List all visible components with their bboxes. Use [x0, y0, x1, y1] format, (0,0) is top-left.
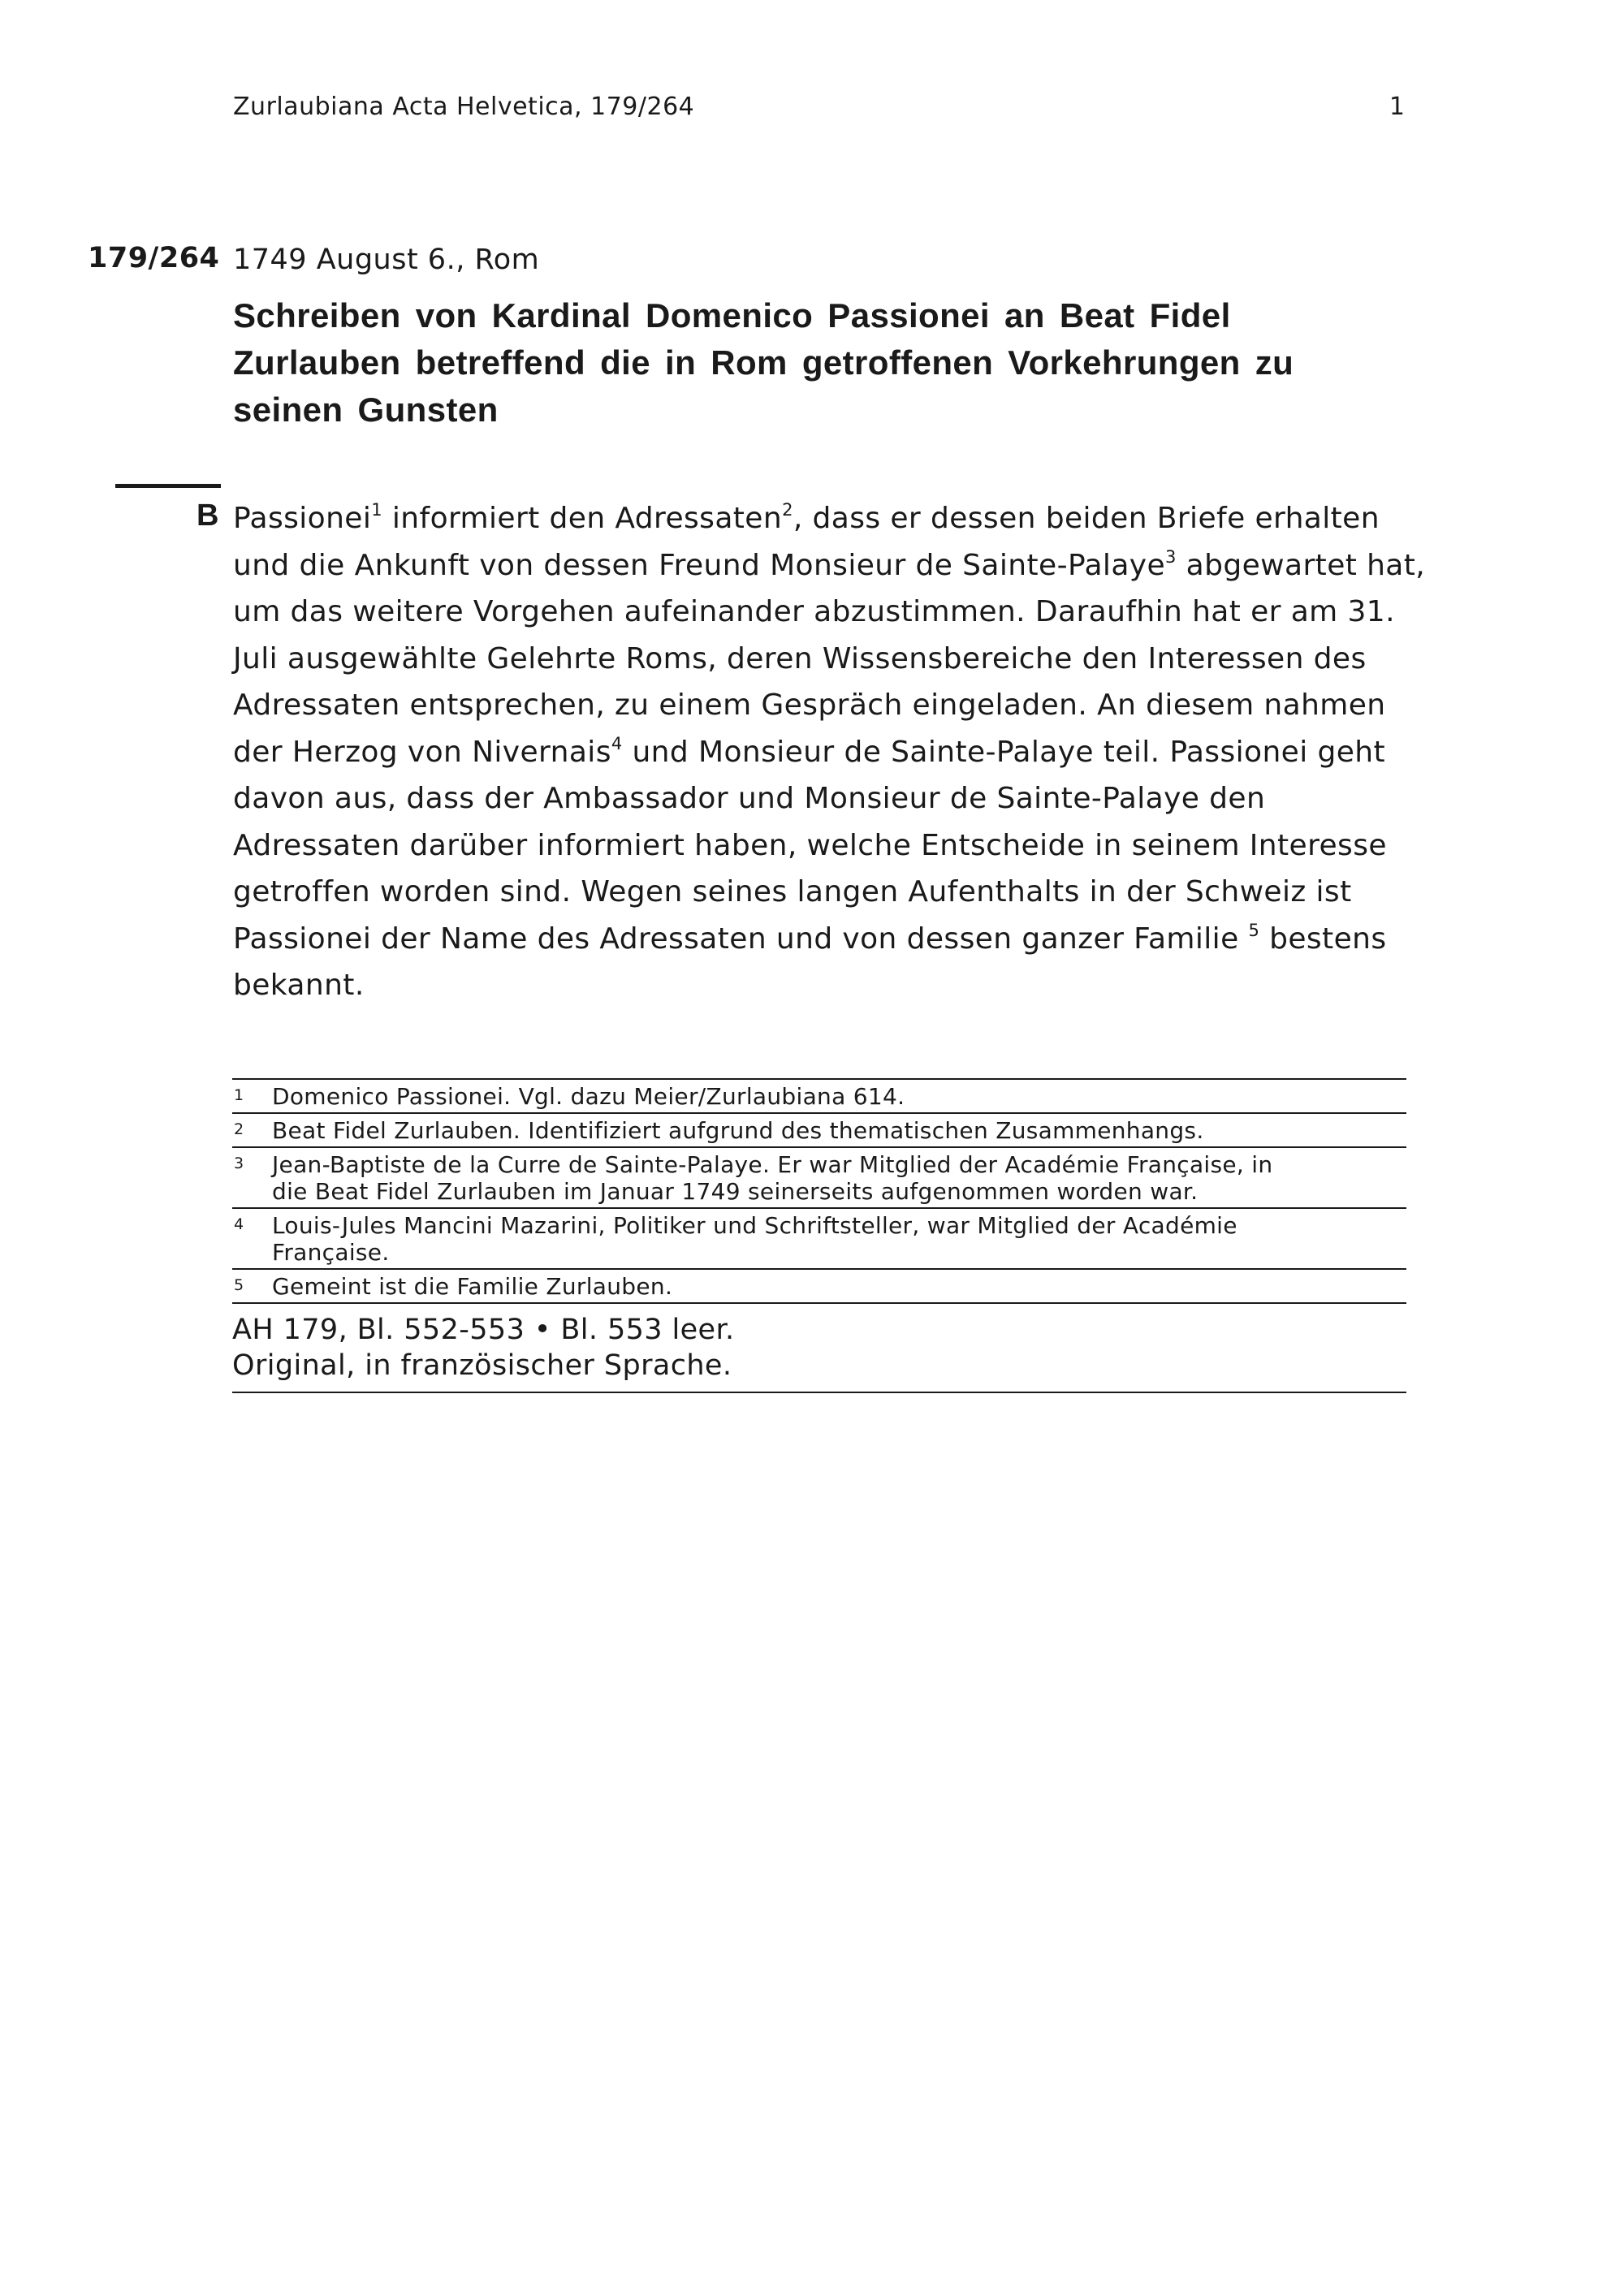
footnote-text: Louis-Jules Mancini Mazarini, Politiker und Schriftsteller, war Mitglied der Académie [272, 1212, 1237, 1239]
footnotes [232, 1078, 1406, 1393]
footnote-number: 2 [234, 1120, 244, 1138]
footnote-ref[interactable]: 3 [1165, 546, 1177, 567]
abstract-line: Juli ausgewählte Gelehrte Roms, deren Wissensbereiche den Interessen des [233, 641, 1367, 675]
footnote-text: Jean-Baptiste de la Curre de Sainte-Palaye. Er war Mitglied der Académie Française, in [272, 1151, 1273, 1178]
footnote [232, 1268, 1406, 1302]
section-marker: B [197, 498, 219, 533]
title-line: Schreiben von Kardinal Domenico Passionei an Beat Fidel [233, 296, 1231, 334]
abstract-line: bekannt. [233, 969, 365, 1002]
source-line: AH 179, Bl. 552-553 • Bl. 553 leer. [232, 1314, 735, 1346]
abstract-line: Adressaten darüber informiert haben, welche Entscheide in seinem Interesse [233, 828, 1387, 862]
abstract-line: davon aus, dass der Ambassador und Monsieur de Sainte-Palaye den [233, 782, 1266, 815]
source-note [232, 1302, 1406, 1393]
page-number: 1 [1389, 93, 1405, 121]
footnote-ref[interactable]: 5 [1248, 920, 1260, 940]
footnote-text: Domenico Passionei. Vgl. dazu Meier/Zurlaubiana 614. [272, 1083, 905, 1110]
footnote-ref[interactable]: 2 [782, 500, 793, 520]
abstract-line: getroffen worden sind. Wegen seines langen Aufenthalts in der Schweiz ist [233, 875, 1352, 908]
footnote-text: die Beat Fidel Zurlauben im Januar 1749 seinerseits aufgenommen worden war. [272, 1178, 1199, 1205]
footnote [232, 1146, 1406, 1207]
abstract-line: und die Ankunft von dessen Freund Monsieur de Sainte-Palaye$^3$ abgewartet hat, [233, 546, 1426, 582]
abstract-line: Adressaten entsprechen, zu einem Gespräch eingeladen. An diesem nahmen [233, 688, 1386, 722]
abstract-text [233, 495, 1426, 1009]
title-line: seinen Gunsten [233, 391, 499, 429]
document-title [233, 292, 1402, 434]
footnote-number: 3 [234, 1154, 244, 1172]
source-line: Original, in französischer Sprache. [232, 1349, 732, 1382]
footnote-text: Gemeint ist die Familie Zurlauben. [272, 1273, 673, 1300]
abstract-line: um das weitere Vorgehen aufeinander abzustimmen. Daraufhin hat er am 31. [233, 595, 1395, 628]
footnote-number: 4 [234, 1215, 244, 1233]
footnote-ref[interactable]: 4 [611, 733, 623, 753]
running-header: Zurlaubiana Acta Helvetica, 179/264 [233, 93, 695, 121]
document-number: 179/264 [88, 242, 220, 274]
section-rule [115, 484, 221, 488]
title-line: Zurlauben betreffend die in Rom getroffenen Vorkehrungen zu [233, 343, 1294, 382]
footnote [232, 1112, 1406, 1146]
abstract-line: Passionei$^1$ informiert den Adressaten$^2$, dass er dessen beiden Briefe erhalten [233, 500, 1380, 535]
footnote-text: Beat Fidel Zurlauben. Identifiziert aufgrund des thematischen Zusammenhangs. [272, 1117, 1204, 1144]
footnote-ref[interactable]: 1 [371, 500, 383, 520]
footnote-number: 1 [234, 1086, 244, 1104]
abstract-line: Passionei der Name des Adressaten und von dessen ganzer Familie $^5$ bestens [233, 920, 1387, 956]
footnote-text: Française. [272, 1239, 390, 1266]
footnote-number: 5 [234, 1276, 244, 1294]
date-place: 1749 August 6., Rom [233, 244, 540, 276]
footnote [232, 1078, 1406, 1112]
abstract-line: der Herzog von Nivernais$^4$ und Monsieur de Sainte-Palaye teil. Passionei geht [233, 733, 1385, 769]
footnote [232, 1207, 1406, 1268]
